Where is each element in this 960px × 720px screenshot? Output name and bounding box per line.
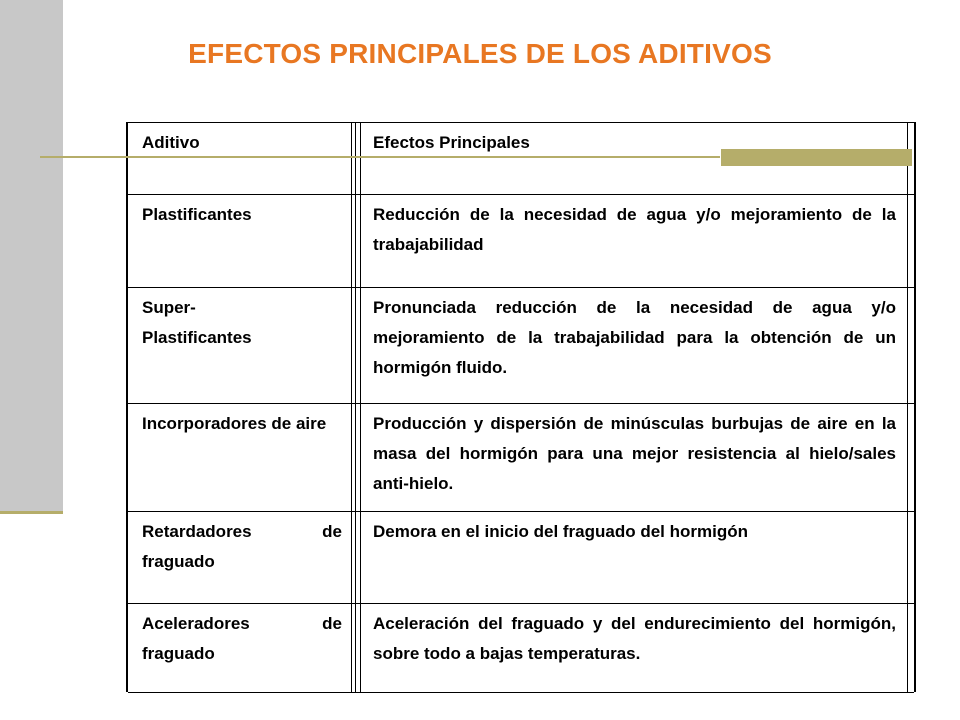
row-efecto: Aceleración del fraguado y del endurecimiento del hormigón, sobre todo a bajas temperaturas. [373, 614, 896, 663]
row-efecto: Demora en el inicio del fraguado del hormigón [373, 522, 748, 541]
page-title: EFECTOS PRINCIPALES DE LOS ADITIVOS [188, 38, 772, 69]
table-row [128, 511, 914, 604]
table-row [128, 287, 914, 404]
table-row [128, 403, 914, 512]
row-aditivo: Incorporadores de aire [142, 414, 327, 433]
accent-line [40, 156, 720, 158]
table-row [128, 603, 914, 693]
row-aditivo: Aceleradores de fraguado [142, 614, 342, 663]
row-aditivo: Super-Plastificantes [142, 298, 252, 347]
row-efecto: Pronunciada reducción de la necesidad de agua y/o mejoramiento de la trabajabilidad para la obtención de un hormigón fluido. [373, 298, 896, 377]
row-aditivo: Retardadores de fraguado [142, 522, 342, 571]
header-efectos: Efectos Principales [373, 133, 530, 152]
row-efecto: Reducción de la necesidad de agua y/o mejoramiento de la trabajabilidad [373, 205, 896, 254]
sidebar-accent-line [0, 511, 63, 514]
accent-block [721, 149, 912, 166]
row-aditivo: Plastificantes [142, 205, 252, 224]
additives-table [126, 122, 916, 692]
table-row [128, 194, 914, 288]
sidebar-decoration [0, 0, 63, 512]
row-efecto: Producción y dispersión de minúsculas burbujas de aire en la masa del hormigón para una mejor resistencia al hielo/sales anti-hielo. [373, 414, 896, 493]
header-aditivo: Aditivo [142, 133, 200, 152]
